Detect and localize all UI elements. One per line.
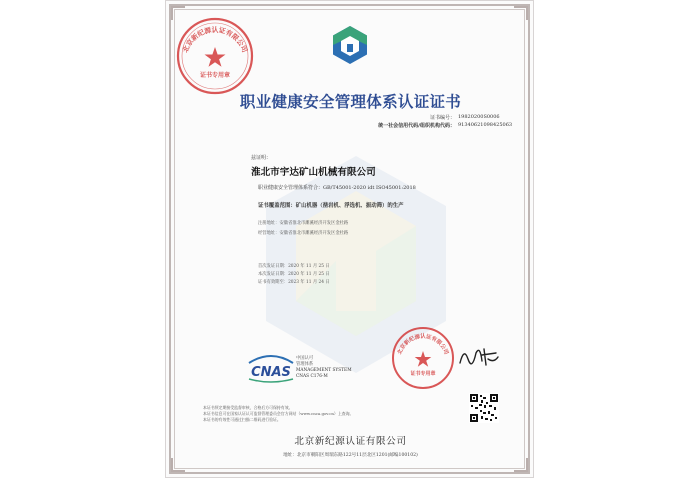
cnas-en-2: CNAS C176-M [296, 374, 328, 379]
expiry-date: 证书有效期至：2023 年 11 月 24 日 [258, 280, 330, 285]
certify-label: 兹证明： [251, 155, 272, 161]
corner-ornament [514, 458, 528, 472]
red-seal-icon [172, 13, 258, 99]
cnas-word: CNAS [251, 365, 291, 380]
registered-address: 注册地址：安徽省淮北市濉溪经济开发区金杜路 [258, 221, 349, 226]
seal-bottom-text: 证书专用章 [199, 72, 231, 79]
issuer-name: 北京新纪源认证有限公司 [294, 436, 407, 447]
issuer-seal-icon [390, 325, 456, 391]
cert-no-value: 19820200S0006 [458, 114, 500, 120]
cert-no-label: 证书编号： [429, 115, 455, 121]
seal-top-text: 北京新纪源认证有限公司 [181, 26, 249, 54]
credit-code-value: 91340621098425063 [458, 122, 513, 128]
note-line-2: 本证书信息可在国家认证认可监督管理委员会官方网站（www.cnca.gov.cn）上查询。 [203, 411, 354, 416]
note-line-3: 本证书的有效性可通过扫描二维码进行验证。 [203, 417, 281, 422]
scope-line: 证书覆盖范围：矿山机器（凿岩机、浮选机、振动筛）的生产 [258, 203, 404, 209]
certificate-title: 职业健康安全管理体系认证证书 [239, 93, 462, 111]
standard-line: 职业健康安全管理体系符合：GB/T45001-2020 idt ISO45001:2018 [258, 185, 416, 191]
corner-ornament [514, 6, 528, 20]
note-line-1: 本证书须定期接受监督审核，合格后方可保持有效。 [203, 405, 293, 410]
cnas-cn-1: 中国认可 [296, 356, 314, 361]
issuer-address: 地址：北京市朝阳区周瑞东路122号11层北区1201(邮编100102) [283, 453, 418, 458]
issuer-seal-bottom-text: 证书专用章 [410, 371, 436, 377]
qr-code-icon [469, 393, 499, 423]
cnas-logo-icon [245, 351, 297, 383]
credit-code-label: 统一社会信用代码/组织机构代码： [378, 123, 455, 129]
company-logo-icon [332, 25, 368, 65]
first-issue-date: 首次发证日期：2020 年 11 月 25 日 [258, 264, 330, 269]
cnas-en-1: MANAGEMENT SYSTEM [296, 368, 352, 373]
certificate-page [165, 0, 534, 478]
issuer-seal-top-text: 北京新纪源认证有限公司 [396, 334, 450, 356]
cnas-cn-2: 管理体系 [296, 362, 314, 367]
operating-address: 经营地址：安徽省淮北市濉溪经济开发区金杜路 [258, 231, 349, 236]
company-name: 淮北市宇达矿山机械有限公司 [251, 167, 376, 178]
signature-icon [456, 341, 502, 371]
corner-ornament [171, 458, 185, 472]
this-issue-date: 本次发证日期：2020 年 11 月 25 日 [258, 272, 330, 277]
